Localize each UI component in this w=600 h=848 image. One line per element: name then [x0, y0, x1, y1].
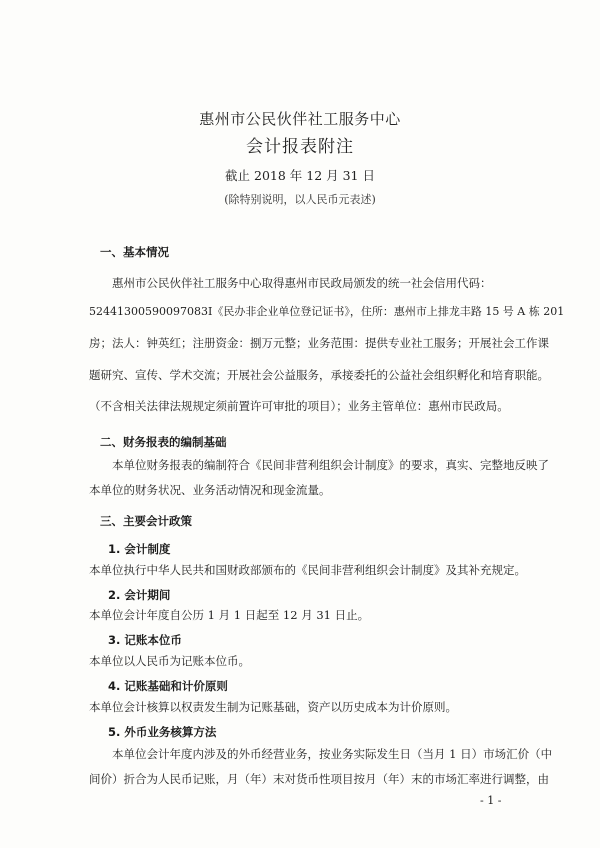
page-number: - 1 - [480, 794, 502, 807]
paragraph-line: 本单位会计年度内涉及的外币经营业务，按业务实际发生日（当月 1 日）市场汇价（中 [112, 747, 553, 761]
paragraph-line: 题研究、宣传、学术交流；开展社会公益服务，承接委托的公益社会组织孵化和培育职能。 [89, 368, 549, 382]
document-title: 会计报表附注 [246, 137, 354, 157]
currency-note: (除特别说明，以人民币元表述) [224, 193, 376, 206]
paragraph-line: 本单位财务报表的编制符合《民间非营利组织会计制度》的要求，真实、完整地反映了 [112, 458, 549, 472]
subheading-currency: 3. 记账本位币 [108, 633, 182, 647]
paragraph-line: 惠州市公民伙伴社工服务中心取得惠州市民政局颁发的统一社会信用代码： [112, 276, 492, 290]
section-heading-policies: 三、主要会计政策 [100, 514, 192, 528]
paragraph-line: 52441300590097083I《民办非企业单位登记证书》，住所：惠州市上排龙丰路 15 号 A 栋 201 [89, 305, 565, 318]
subheading-accounting-period: 2. 会计期间 [108, 588, 171, 602]
subheading-accounting-system: 1. 会计制度 [108, 542, 171, 556]
section-heading-basic-info: 一、基本情况 [100, 245, 169, 259]
paragraph-line: 本单位以人民币为记账本位币。 [89, 654, 250, 668]
paragraph-line: 本单位的财务状况、业务活动情况和现金流量。 [89, 483, 331, 497]
paragraph-line: 间价）折合为人民币记账，月（年）末对货币性项目按月（年）末的市场汇率进行调整，由 [89, 772, 549, 786]
paragraph-line: （不含相关法律法规规定须前置许可审批的项目）；业务主管单位：惠州市民政局。 [89, 399, 509, 413]
paragraph-line: 本单位会计核算以权责发生制为记账基础，资产以历史成本为计价原则。 [89, 700, 457, 714]
date-line: 截止 2018 年 12 月 31 日 [225, 168, 375, 183]
subheading-basis-valuation: 4. 记账基础和计价原则 [108, 679, 228, 693]
paragraph-line: 本单位会计年度自公历 1 月 1 日起至 12 月 31 日止。 [89, 608, 370, 622]
subheading-foreign-currency: 5. 外币业务核算方法 [108, 725, 217, 739]
section-heading-basis: 二、财务报表的编制基础 [100, 435, 227, 449]
paragraph-line: 房；法人：钟英红；注册资金：捌万元整；业务范围：提供专业社工服务；开展社会工作课 [89, 336, 549, 350]
organization-name: 惠州市公民伙伴社工服务中心 [199, 110, 401, 128]
paragraph-line: 本单位执行中华人民共和国财政部颁布的《民间非营利组织会计制度》及其补充规定。 [89, 563, 526, 577]
